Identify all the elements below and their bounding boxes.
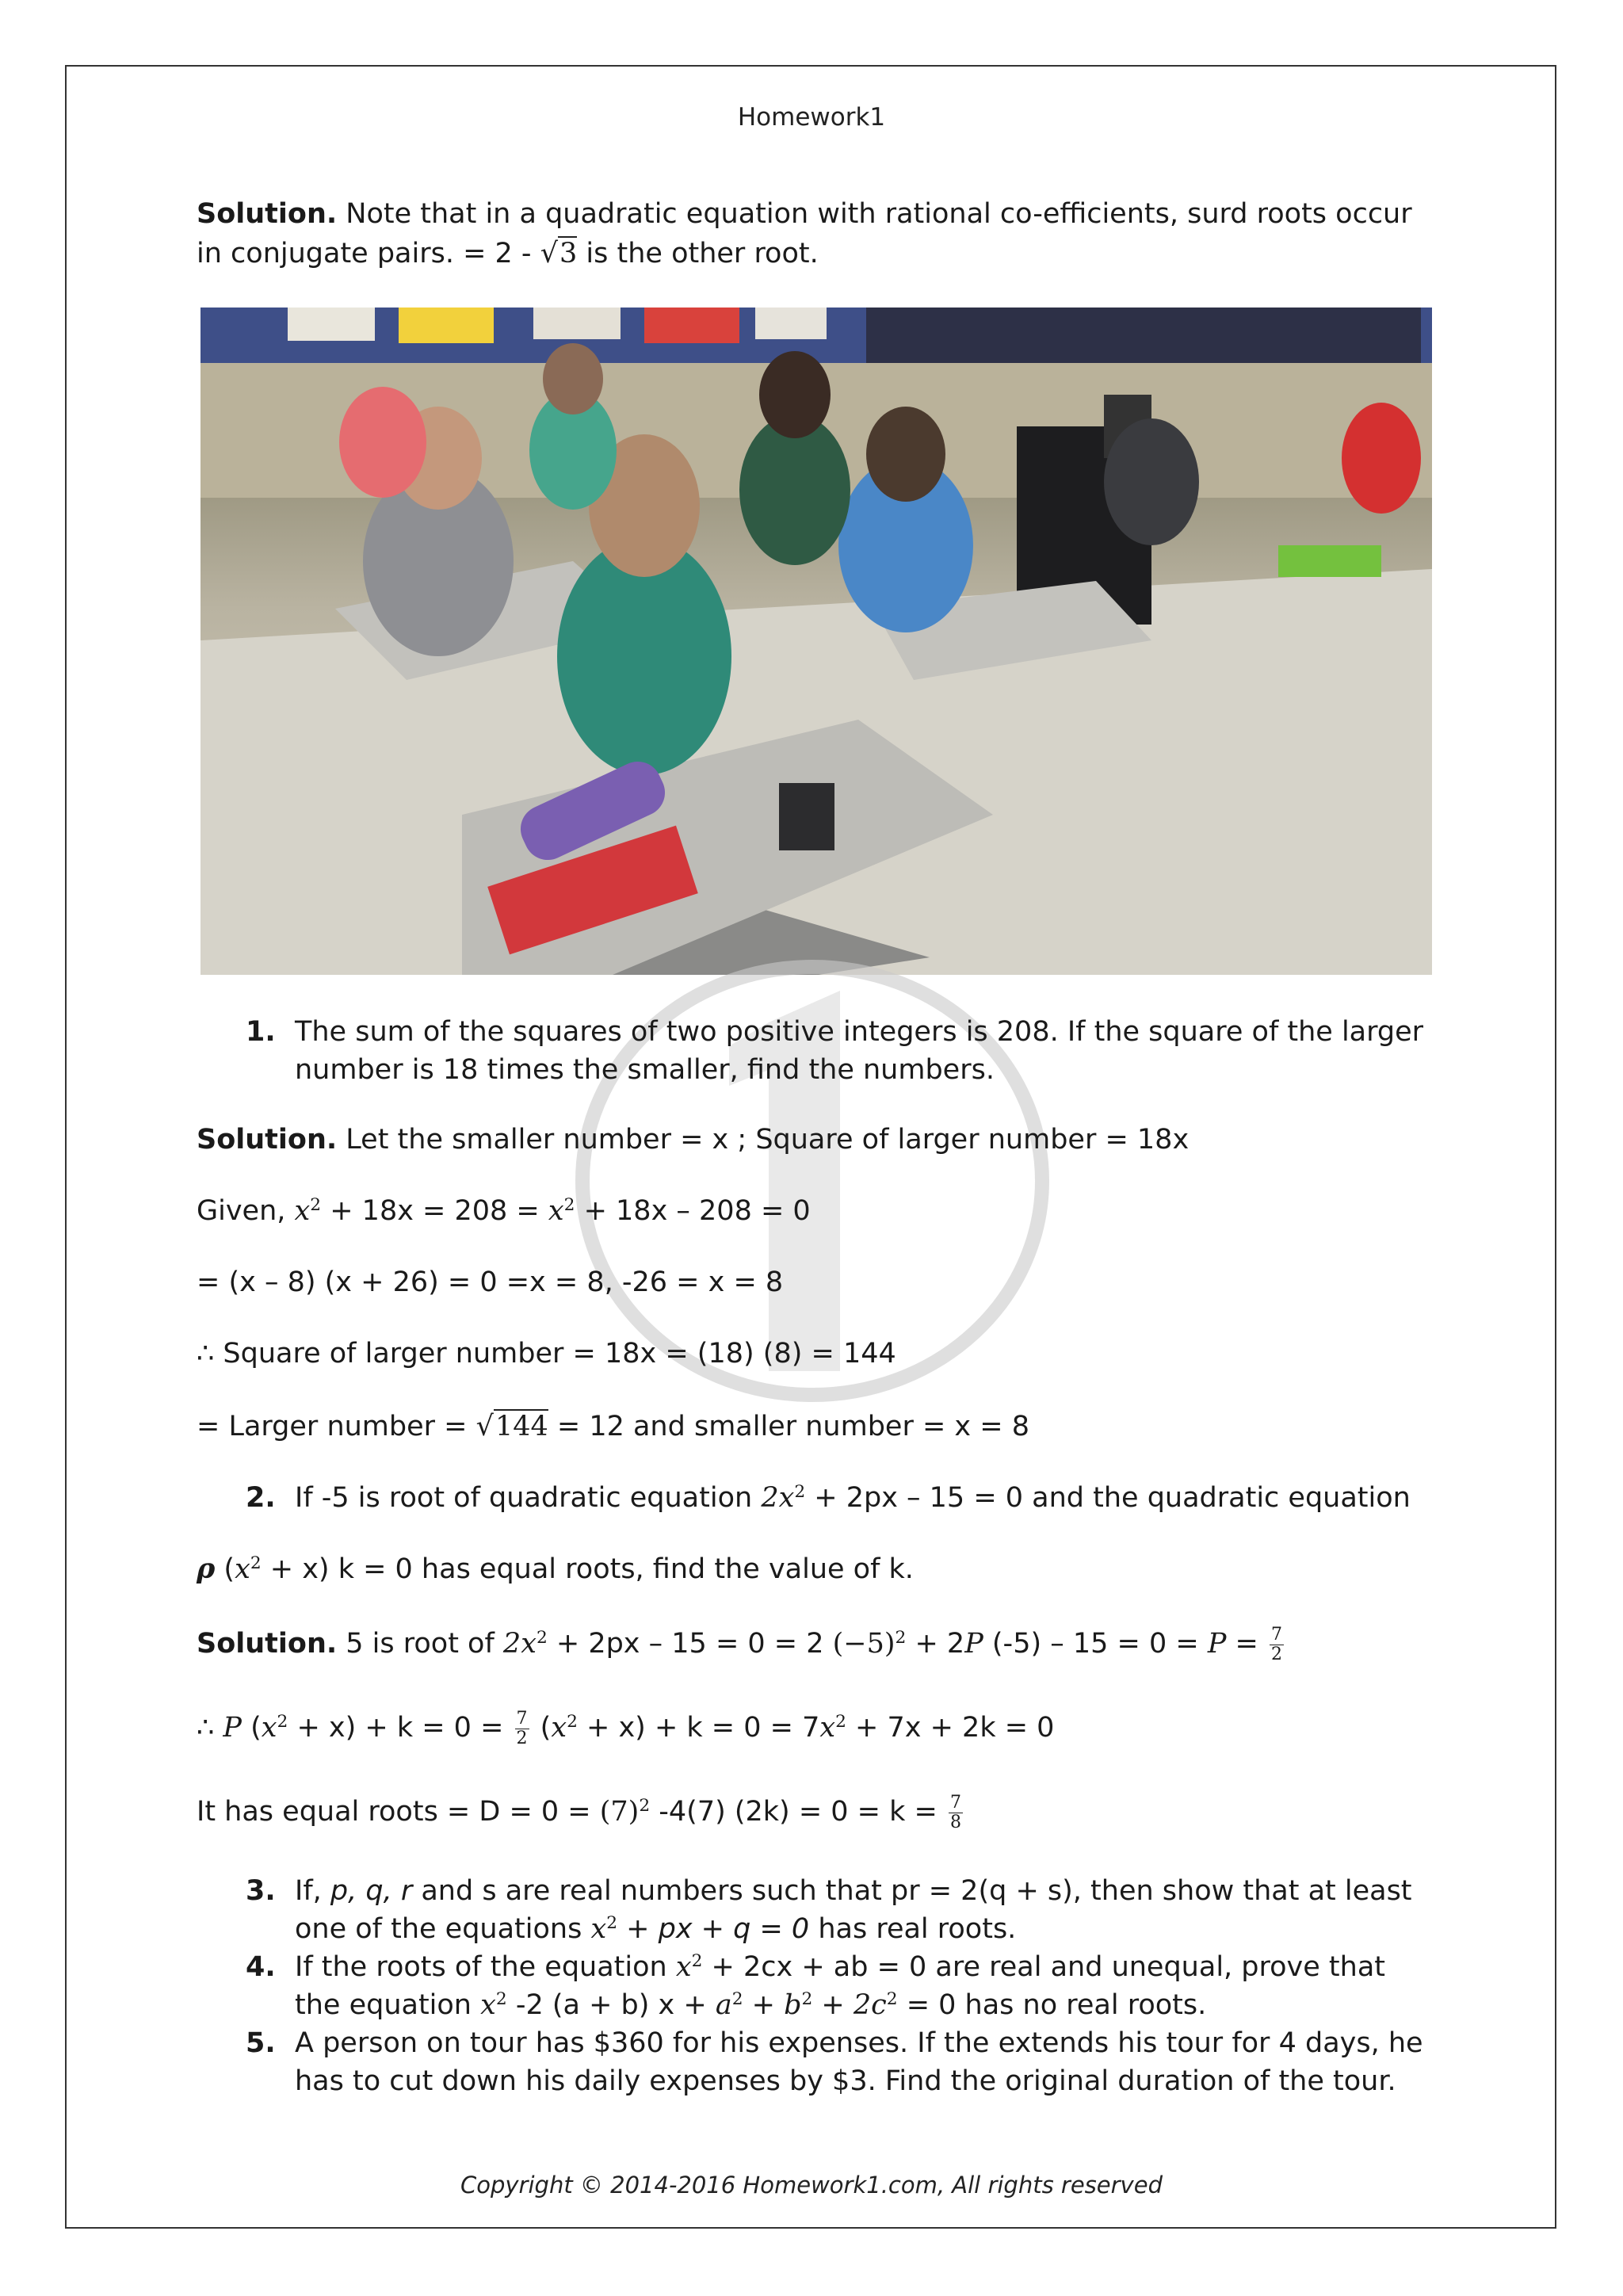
solution-1-line-5: = Larger number = √144 = 12 and smaller number = x = 8 (197, 1411, 1029, 1442)
solution-1-line-3: = (x – 8) (x + 26) = 0 =x = 8, -26 = x = 8 (197, 1266, 784, 1298)
solution-2-line-1: Solution. 5 is root of $2x^2 + 2px - 15 = 0 = 2$ $(-5)^2 + 2P$ (-5) – 15 = 0 = P = $\frac{7}{2}$ (197, 1624, 1282, 1664)
sqrt-symbol: √ (540, 238, 559, 269)
question-3: 3. If, p, q, r and s are real numbers such that pr = 2(q + s), then show that at least one of the equations $x^2$ + px + q = 0 has real roots. (246, 1875, 1412, 1945)
question-5: 5. A person on tour has $360 for his expenses. If the extends his tour for 4 days, he has to cut down his daily expenses by $3. Find the original duration of the tour. (246, 2027, 1423, 2097)
copyright-footer: Copyright © 2014-2016 Homework1.com, All rights reserved (460, 2172, 1163, 2199)
solution-1-line-2: Given, $x^2 + 18x = 208 = x^2 + 18x - 208 = 0$ (197, 1195, 811, 1227)
question-4: 4. If the roots of the equation $x^2 + 2cx$ + ab = 0 are real and unequal, prove that the equation $x^2$ -2 (a + b) $x + a^2 + b^2 + 2c^2 = 0$ has no real roots. (246, 1951, 1385, 2021)
question-2: 2. If -5 is root of quadratic equation $2x^2 + 2px - 15 = 0$ and the quadratic equation (246, 1482, 1411, 1514)
solution-2-line-3: It has equal roots = $D = 0 = (7)^2$ -4(7) (2k) = 0 = k = $\frac{7}{8}$ (197, 1792, 961, 1832)
intro-line-2: in conjugate pairs. = 2 - √3 is the other root. (197, 238, 819, 269)
intro-line-1: Solution. Note that in a quadratic equation with rational co-efficients, surd roots occur (197, 198, 1412, 230)
solution-label: Solution. (197, 198, 338, 230)
classroom-illustration (200, 308, 1432, 975)
question-2-line-2: ρ $(x^2 + x) k = 0$ has equal roots, find the value of k. (197, 1553, 914, 1585)
question-1: 1. The sum of the squares of two positive integers is 208. If the square of the larger number is 18 times the smaller, find the numbers. (246, 1016, 1424, 1086)
classroom-photo (200, 308, 1432, 975)
page-header: Homework1 (737, 103, 886, 132)
solution-2-line-2: ∴ P $(x^2 + x) + k = 0$ = $\frac{7}{2}$ $(x^2 + x) + k = 0 = 7x^2 + 7x + 2k = 0$ (197, 1708, 1055, 1748)
solution-1-line-4: ∴ Square of larger number = 18x = (18) (8) = 144 (197, 1338, 896, 1370)
solution-1-line-1: Solution. Let the smaller number = x ; Square of larger number = 18x (197, 1124, 1190, 1156)
